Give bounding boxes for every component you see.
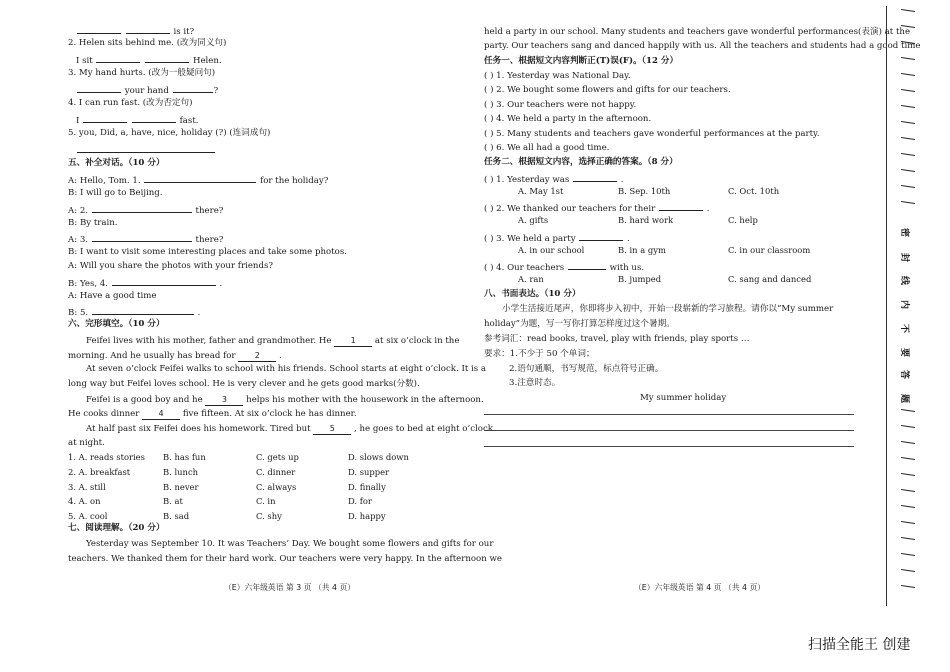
answer-blank[interactable] xyxy=(92,203,192,213)
cloze-line xyxy=(86,364,486,375)
rewrite-q5-answer xyxy=(76,143,216,157)
text: , he goes to bed at eight o’clock xyxy=(354,424,493,434)
binding-tick xyxy=(901,521,915,524)
option-choice[interactable]: 1. A. reads stories xyxy=(68,452,145,462)
text: . xyxy=(197,308,201,318)
binding-tick xyxy=(901,457,915,460)
binding-tick xyxy=(901,537,915,540)
binding-tick xyxy=(901,585,915,588)
option-choice[interactable]: D. for xyxy=(348,496,372,506)
binding-tick xyxy=(901,41,915,44)
mc-question[interactable] xyxy=(484,172,623,186)
mc-option-a[interactable]: A. in our school xyxy=(518,245,585,255)
text: . xyxy=(219,279,223,289)
option-choice[interactable]: 2. A. breakfast xyxy=(68,467,131,477)
writing-req-3: 3.注意时态。 xyxy=(509,378,561,388)
text: He cooks dinner xyxy=(68,409,140,419)
writing-req-1: 要求：1.不少于 50 个单词； xyxy=(484,349,595,359)
binding-tick xyxy=(901,57,915,60)
page-footer-left: （E）六年级英语 第 3 页 （共 4 页） xyxy=(224,583,356,592)
option-choice[interactable]: D. slows down xyxy=(348,452,409,462)
writing-line[interactable] xyxy=(484,430,854,431)
writing-line[interactable] xyxy=(484,446,854,447)
binding-tick xyxy=(901,569,915,572)
cloze-blank-3[interactable]: 3 xyxy=(205,394,243,406)
mc-option-a[interactable]: A. May 1st xyxy=(518,186,564,196)
dialog-line xyxy=(68,203,223,217)
page-footer-right: （E）六年级英语 第 4 页 （共 4 页） xyxy=(634,583,766,592)
reading-line-1: Yesterday was September 10. It was Teachers’ Day. We bought some flowers and gifts for our xyxy=(86,539,494,549)
binding-char: 答 xyxy=(899,369,910,380)
text: for the holiday? xyxy=(260,176,329,186)
mc-option-b[interactable]: B. in a gym xyxy=(618,245,666,255)
section-6-title: 六、完形填空。（10 分） xyxy=(68,319,165,329)
dialog-line xyxy=(68,232,223,246)
text: at night. xyxy=(68,438,105,448)
mc-option-c[interactable]: C. help xyxy=(728,215,758,225)
writing-prompt-1: 小学生活接近尾声，你即将步入初中，开始一段崭新的学习旅程。请你以“My summer xyxy=(502,304,834,314)
dialog-line xyxy=(68,276,222,290)
dialog-line xyxy=(68,173,328,187)
option-choice[interactable]: D. finally xyxy=(348,482,386,492)
text: with us. xyxy=(609,263,645,273)
mc-option-c[interactable]: C. Oct. 10th xyxy=(728,186,780,196)
cloze-line xyxy=(68,408,357,420)
binding-char: 不 xyxy=(899,323,910,334)
option-choice[interactable]: B. sad xyxy=(163,511,190,521)
binding-tick xyxy=(901,441,915,444)
dialog-line xyxy=(68,291,157,302)
rewrite-q3-answer: your hand ? xyxy=(76,83,218,97)
text: morning. And he usually has bread for xyxy=(68,351,236,361)
answer-blank[interactable] xyxy=(92,305,194,315)
task-2-title: 任务二、根据短文内容，选择正确的答案。（8 分） xyxy=(484,157,678,167)
text: ( ) 3. We held a party xyxy=(484,234,576,244)
text: . xyxy=(620,175,624,185)
essay-title: My summer holiday xyxy=(640,393,727,403)
writing-prompt-2: holiday”为题，写一写你打算怎样度过这个暑期。 xyxy=(484,319,675,329)
binding-tick xyxy=(901,169,915,172)
mc-option-b[interactable]: B. Sep. 10th xyxy=(618,186,671,196)
cloze-line xyxy=(68,438,105,449)
mc-option-c[interactable]: C. sang and danced xyxy=(728,274,812,284)
option-choice[interactable]: D. happy xyxy=(348,511,386,521)
text: . xyxy=(279,351,282,361)
text: A: 3. xyxy=(68,235,89,245)
text: B: 5. xyxy=(68,308,89,318)
text: B: By train. xyxy=(68,218,118,228)
option-choice[interactable]: C. in xyxy=(256,496,276,506)
rewrite-q2: 2. Helen sits behind me. (改为同义句) xyxy=(68,38,227,48)
text: at six o’clock in the xyxy=(374,336,460,346)
mc-option-a[interactable]: A. gifts xyxy=(518,215,549,225)
text: B: Yes, 4. xyxy=(68,279,109,289)
binding-char: 封 xyxy=(899,252,910,263)
option-choice[interactable]: C. shy xyxy=(256,511,282,521)
answer-blank[interactable] xyxy=(92,232,192,242)
option-choice[interactable]: B. never xyxy=(163,482,199,492)
option-choice[interactable]: D. supper xyxy=(348,467,390,477)
mc-option-b[interactable]: B. jumped xyxy=(618,274,662,284)
text: . xyxy=(706,204,710,214)
binding-char: 线 xyxy=(899,275,910,286)
binding-tick xyxy=(901,185,915,188)
binding-strip xyxy=(886,6,927,606)
section-5-title: 五、补全对话。（10 分） xyxy=(68,158,165,168)
cloze-blank-1[interactable]: 1 xyxy=(334,335,372,347)
task-1-title: 任务一、根据短文内容判断正(T)误(F)。（12 分） xyxy=(484,56,679,66)
binding-tick xyxy=(901,137,915,140)
mc-question[interactable] xyxy=(484,201,709,215)
option-choice[interactable]: C. dinner xyxy=(256,467,296,477)
tf-question[interactable]: ( ) 4. We held a party in the afternoon. xyxy=(484,114,652,124)
left-page xyxy=(68,0,502,600)
text: A: 2. xyxy=(68,206,89,216)
mc-option-b[interactable]: B. hard work xyxy=(618,215,674,225)
binding-tick xyxy=(901,473,915,476)
text: ( ) 2. We thanked our teachers for their xyxy=(484,204,656,214)
answer-blank[interactable] xyxy=(573,172,617,182)
answer-blank[interactable] xyxy=(144,173,256,183)
cloze-line xyxy=(86,423,493,435)
binding-tick xyxy=(901,121,915,124)
option-choice[interactable]: B. at xyxy=(163,496,183,506)
text: B: I will go to Beijing. xyxy=(68,188,163,198)
reading-cont-1: held a party in our school. Many students and teachers gave wonderful performances(表演) at the xyxy=(484,27,911,37)
text: ( ) 1. Yesterday was xyxy=(484,175,570,185)
option-choice[interactable]: B. has fun xyxy=(163,452,206,462)
mc-question[interactable] xyxy=(484,231,630,245)
cloze-blank-4[interactable]: 4 xyxy=(142,408,180,420)
mc-option-c[interactable]: C. in our classroom xyxy=(728,245,811,255)
text: five fifteen. At six o’clock he has dinner. xyxy=(182,409,357,419)
section-7-title: 七、阅读理解。（20 分） xyxy=(68,523,165,533)
rewrite-q4-answer: I fast. xyxy=(76,113,199,127)
binding-tick xyxy=(901,553,915,556)
mc-question[interactable] xyxy=(484,260,644,274)
text: A: Hello, Tom. 1. xyxy=(68,176,141,186)
text: A: Will you share the photos with your friends? xyxy=(68,261,273,271)
binding-tick xyxy=(901,9,915,12)
option-choice[interactable]: C. always xyxy=(256,482,297,492)
text: At half past six Feifei does his homework. Tired but xyxy=(86,424,311,434)
dialog-line xyxy=(68,305,200,319)
binding-char: 密 xyxy=(899,227,910,238)
text: helps his mother with the housework in the afternoon. xyxy=(246,395,484,405)
binding-tick xyxy=(901,25,915,28)
binding-tick xyxy=(901,201,915,204)
dialog-line xyxy=(68,218,118,229)
dialog-line xyxy=(68,261,273,272)
answer-blank[interactable] xyxy=(659,201,703,211)
cloze-line xyxy=(86,335,459,347)
tf-question[interactable]: ( ) 6. We all had a good time. xyxy=(484,143,610,153)
option-choice[interactable]: C. gets up xyxy=(256,452,299,462)
text: ( ) 4. Our teachers xyxy=(484,263,565,273)
scanner-watermark: 扫描全能王 创建 xyxy=(808,637,911,653)
answer-blank[interactable] xyxy=(579,231,623,241)
cloze-line xyxy=(86,394,484,406)
option-choice[interactable]: 4. A. on xyxy=(68,496,101,506)
binding-tick xyxy=(901,73,915,76)
cloze-line xyxy=(68,350,282,362)
cloze-blank-2[interactable]: 2 xyxy=(238,350,276,362)
cloze-blank-5[interactable]: 5 xyxy=(313,423,351,435)
text: there? xyxy=(195,206,224,216)
binding-tick xyxy=(901,105,915,108)
tf-question[interactable]: ( ) 3. Our teachers were not happy. xyxy=(484,100,637,110)
tf-question[interactable]: ( ) 2. We bought some flowers and gifts for our teachers. xyxy=(484,85,731,95)
rewrite-q4: 4. I can run fast. (改为否定句) xyxy=(68,98,193,108)
rewrite-line-1: is it? xyxy=(76,24,194,38)
rewrite-q2-answer: I sit Helen. xyxy=(76,53,222,67)
dialog-line xyxy=(68,247,347,258)
binding-tick xyxy=(901,153,915,156)
binding-tick xyxy=(901,425,915,428)
binding-char: 要 xyxy=(899,347,910,358)
writing-line[interactable] xyxy=(484,414,854,415)
writing-vocab: 参考词汇：read books, travel, play with friends, play sports … xyxy=(484,334,750,344)
tf-question[interactable]: ( ) 1. Yesterday was National Day. xyxy=(484,71,631,81)
dialog-line xyxy=(68,188,163,199)
text: At seven o’clock Feifei walks to school with his friends. School starts at eight o’clock. It is a xyxy=(86,364,487,374)
text: Feifei is a good boy and he xyxy=(86,395,203,405)
text: there? xyxy=(195,235,224,245)
answer-blank[interactable] xyxy=(568,260,606,270)
text: . xyxy=(627,234,630,244)
cloze-line xyxy=(68,379,420,390)
mc-option-a[interactable]: A. ran xyxy=(518,274,544,284)
tf-question[interactable]: ( ) 5. Many students and teachers gave wonderful performances at the party. xyxy=(484,129,820,139)
binding-tick xyxy=(901,89,915,92)
text: A: Have a good time xyxy=(68,291,157,301)
option-choice[interactable]: 5. A. cool xyxy=(68,511,108,521)
option-choice[interactable]: B. lunch xyxy=(163,467,199,477)
reading-line-2: teachers. We thanked them for their hard work. Our teachers were very happy. In the afternoon we xyxy=(68,554,502,564)
binding-tick xyxy=(901,505,915,508)
binding-tick xyxy=(901,409,915,412)
reading-cont-2: party. Our teachers sang and danced happily with us. All the teachers and students had a good time xyxy=(484,41,921,51)
text: B: I want to visit some interesting places and take some photos. xyxy=(68,247,347,257)
rewrite-q5: 5. you, Did, a, have, nice, holiday (?) (连词成句) xyxy=(68,128,271,138)
option-choice[interactable]: 3. A. still xyxy=(68,482,106,492)
answer-blank[interactable] xyxy=(112,276,216,286)
binding-char: 题 xyxy=(899,393,910,404)
binding-char: 内 xyxy=(899,299,910,310)
section-8-title: 八、书面表达。（10 分） xyxy=(484,289,581,299)
binding-tick xyxy=(901,489,915,492)
rewrite-q3: 3. My hand hurts. (改为一般疑问句) xyxy=(68,68,216,78)
text: long way but Feifei loves school. He is very clever and he gets good marks(分数). xyxy=(68,379,420,389)
right-page xyxy=(484,0,921,600)
text: Feifei lives with his mother, father and grandmother. He xyxy=(86,336,332,346)
writing-req-2: 2.语句通顺，书写规范，标点符号正确。 xyxy=(509,364,664,374)
